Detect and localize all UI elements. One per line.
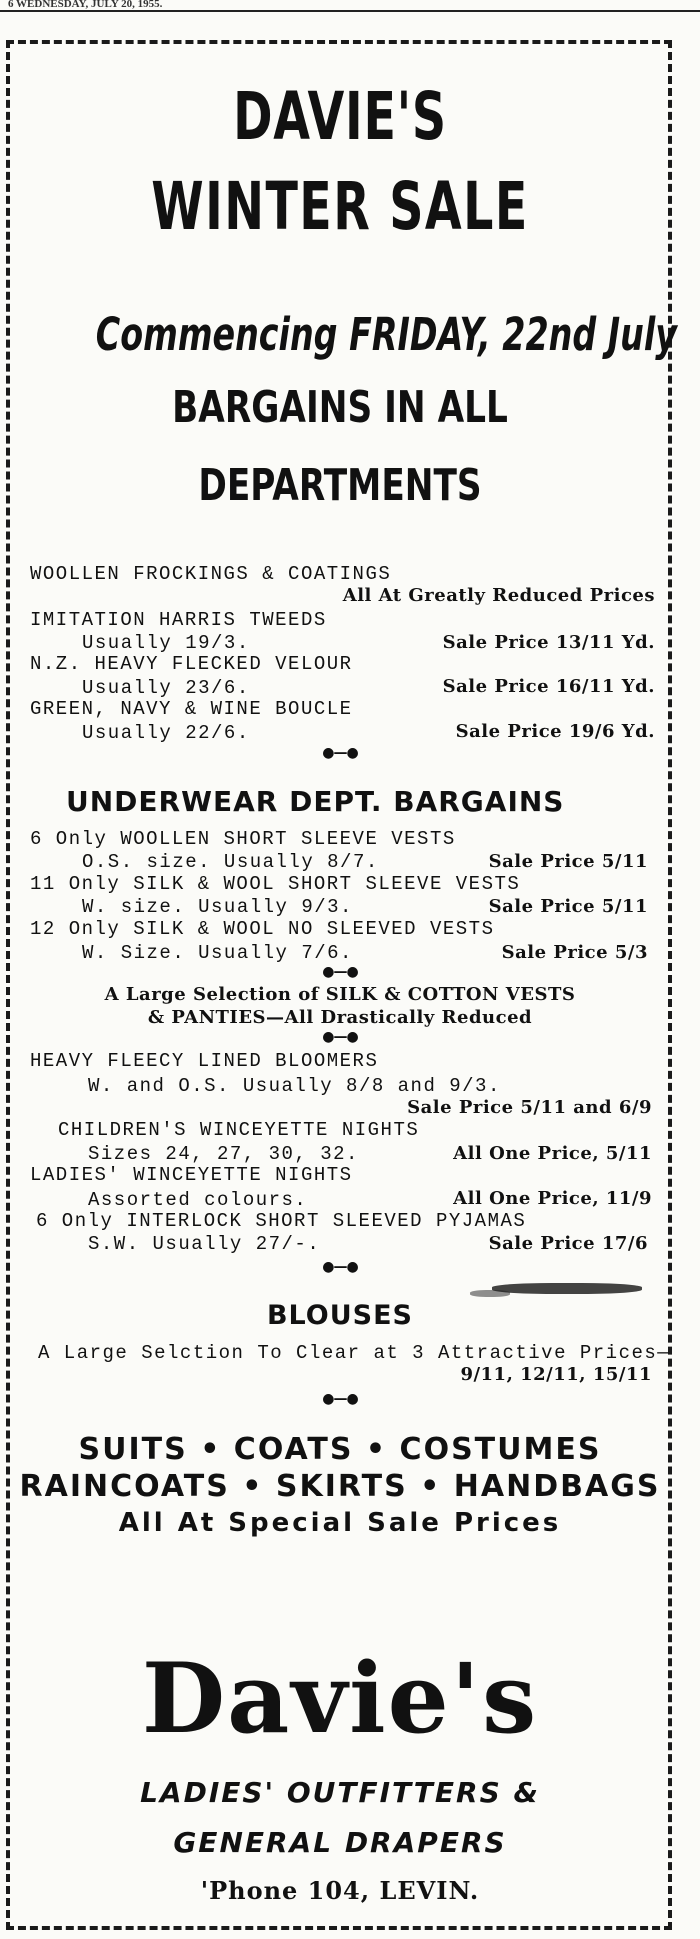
boucle-sale: Sale Price 19/6 Yd. <box>455 721 655 742</box>
blouses-line: A Large Selction To Clear at 3 Attractive Prices— <box>38 1342 671 1364</box>
child-nights-sizes: Sizes 24, 27, 30, 32. <box>88 1143 359 1165</box>
phone-line: 'Phone 104, LEVIN. <box>200 1876 480 1905</box>
separator-2: ●—● <box>322 964 358 980</box>
selection-line-2: & PANTIES—All Drastically Reduced <box>147 1007 533 1028</box>
commencing-line: Commencing FRIDAY, 22nd July <box>95 308 678 361</box>
ink-smudge <box>470 1290 510 1297</box>
frockings-price: All At Greatly Reduced Prices <box>342 585 655 606</box>
child-nights-item: CHILDREN'S WINCEYETTE NIGHTS <box>58 1119 420 1141</box>
categories-line-2: RAINCOATS • SKIRTS • HANDBAGS <box>19 1469 661 1504</box>
pyjamas-item: 6 Only INTERLOCK SHORT SLEEVED PYJAMAS <box>36 1210 527 1232</box>
footer-line-1: LADIES' OUTFITTERS & <box>140 1776 540 1809</box>
ladies-nights-item: LADIES' WINCEYETTE NIGHTS <box>30 1164 353 1186</box>
selection-line-1: A Large Selection of SILK & COTTON VESTS <box>104 984 576 1005</box>
underwear-item-2: 11 Only SILK & WOOL SHORT SLEEVE VESTS <box>30 873 521 895</box>
underwear-item-1-detail: O.S. size. Usually 8/7. <box>82 851 379 873</box>
bargains-line-2: DEPARTMENTS <box>198 460 482 511</box>
velour-item: N.Z. HEAVY FLECKED VELOUR <box>30 653 353 675</box>
bargains-line-1: BARGAINS IN ALL <box>172 382 508 433</box>
boucle-usual: Usually 22/6. <box>82 722 250 744</box>
categories-line-3: All At Special Sale Prices <box>118 1508 562 1538</box>
harris-item: IMITATION HARRIS TWEEDS <box>30 609 327 631</box>
underwear-item-1: 6 Only WOOLLEN SHORT SLEEVE VESTS <box>30 828 456 850</box>
pyjamas-detail: S.W. Usually 27/-. <box>88 1233 321 1255</box>
blouses-prices: 9/11, 12/11, 15/11 <box>460 1364 652 1385</box>
pyjamas-sale: Sale Price 17/6 <box>488 1233 648 1254</box>
underwear-item-1-sale: Sale Price 5/11 <box>488 851 648 872</box>
underwear-title: UNDERWEAR DEPT. BARGAINS <box>66 785 565 818</box>
footer-line-2: GENERAL DRAPERS <box>173 1826 507 1859</box>
store-heading: DAVIE'S <box>233 78 447 155</box>
separator-5: ●—● <box>322 1391 358 1407</box>
categories-line-1: SUITS • COATS • COSTUMES <box>78 1432 602 1467</box>
child-nights-price: All One Price, 5/11 <box>453 1143 652 1164</box>
bloomers-sale: Sale Price 5/11 and 6/9 <box>407 1097 652 1118</box>
sale-heading: WINTER SALE <box>151 168 529 245</box>
page-header: 6 WEDNESDAY, JULY 20, 1955. <box>0 0 700 12</box>
underwear-item-3: 12 Only SILK & WOOL NO SLEEVED VESTS <box>30 918 495 940</box>
velour-usual: Usually 23/6. <box>82 677 250 699</box>
frockings-item: WOOLLEN FROCKINGS & COATINGS <box>30 563 392 585</box>
separator-1: ●—● <box>322 745 358 761</box>
harris-usual: Usually 19/3. <box>82 632 250 654</box>
underwear-item-2-detail: W. size. Usually 9/3. <box>82 896 353 918</box>
ladies-nights-colours: Assorted colours. <box>88 1189 308 1211</box>
underwear-item-2-sale: Sale Price 5/11 <box>488 896 648 917</box>
ladies-nights-price: All One Price, 11/9 <box>453 1188 652 1209</box>
store-logo: Davie's <box>141 1642 539 1755</box>
blouses-title: BLOUSES <box>266 1300 414 1331</box>
harris-sale: Sale Price 13/11 Yd. <box>442 632 655 653</box>
underwear-item-3-detail: W. Size. Usually 7/6. <box>82 942 353 964</box>
separator-4: ●—● <box>322 1259 358 1275</box>
bloomers-item: HEAVY FLEECY LINED BLOOMERS <box>30 1050 379 1072</box>
underwear-item-3-sale: Sale Price 5/3 <box>501 942 648 963</box>
separator-3: ●—● <box>322 1029 358 1045</box>
ink-smudge <box>492 1283 642 1294</box>
boucle-item: GREEN, NAVY & WINE BOUCLE <box>30 698 353 720</box>
velour-sale: Sale Price 16/11 Yd. <box>442 676 655 697</box>
bloomers-detail: W. and O.S. Usually 8/8 and 9/3. <box>88 1075 501 1097</box>
